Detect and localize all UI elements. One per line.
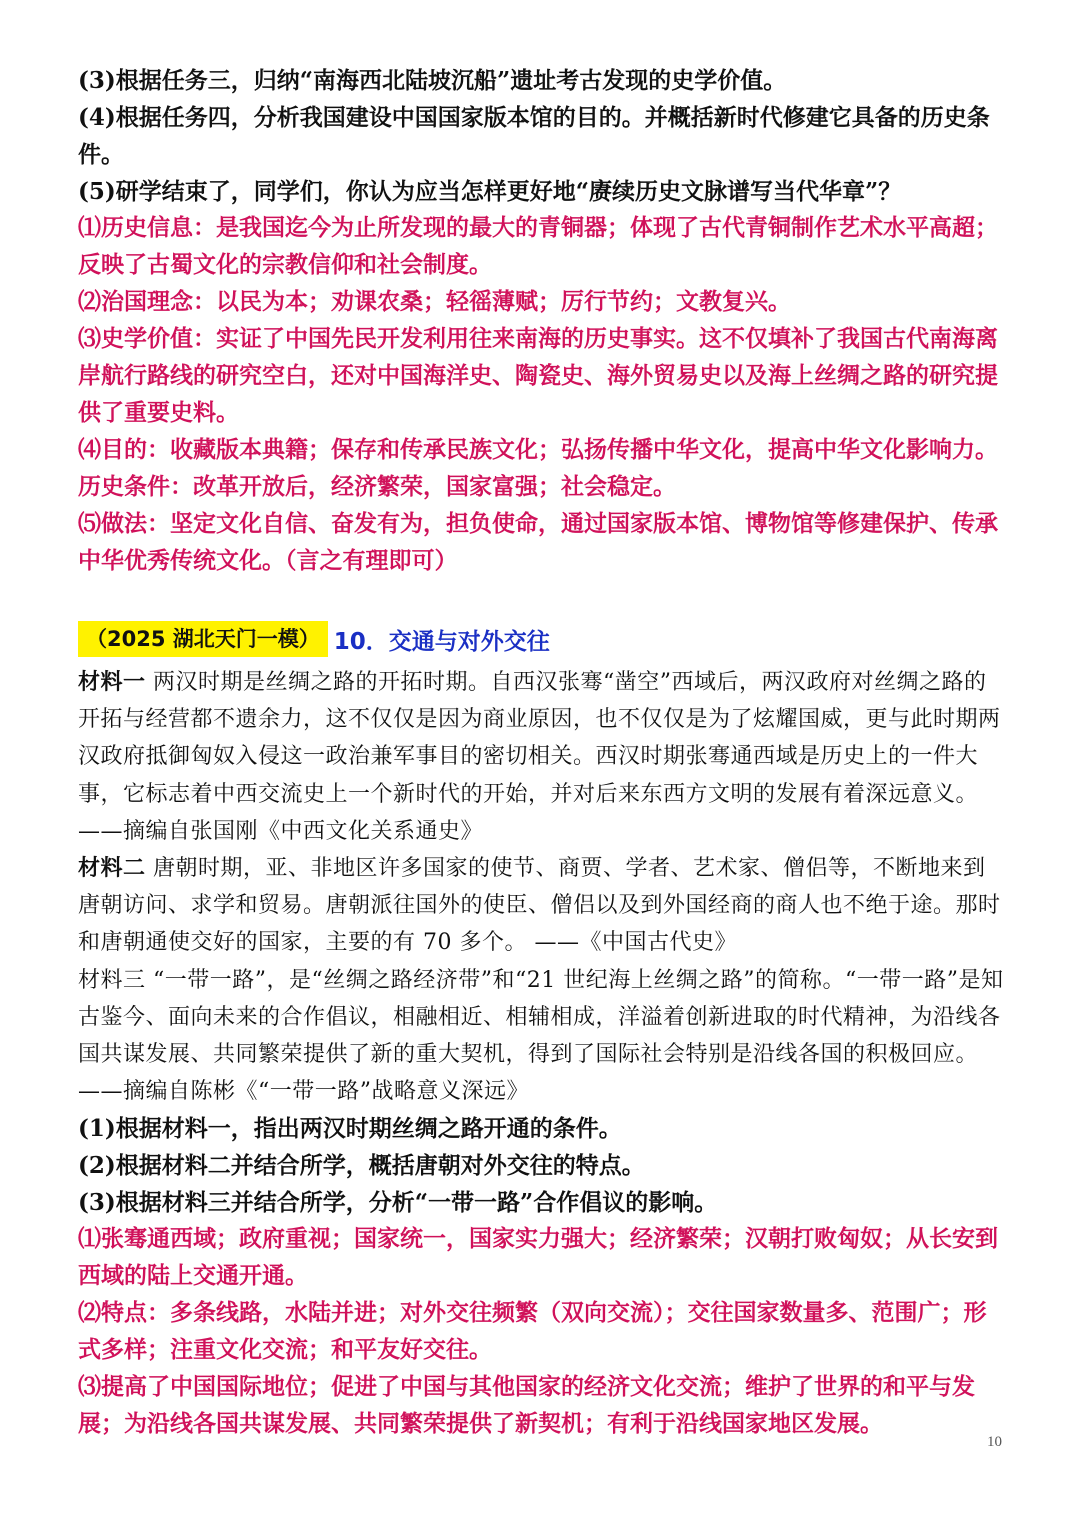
document-page — [78, 62, 1008, 1443]
material-two — [78, 850, 1008, 962]
answer-item: ⑷目的：收藏版本典籍；保存和传承民族文化；弘扬传播中华文化，提高中华文化影响力。历史条件：改革开放后，经济繁荣，国家富强；社会稳定。 — [78, 437, 998, 500]
answers — [78, 1221, 1008, 1443]
section-heading — [78, 620, 1008, 658]
answer-item: ⑴张骞通西域；政府重视；国家统一，国家实力强大；经济繁荣；汉朝打败匈奴；从长安到西域的陆上交通开通。 — [78, 1226, 998, 1290]
question-item: (5)研学结束了，同学们，你认为应当怎样更好地“赓续历史文脉谱写当代华章”？ — [78, 178, 902, 205]
answer-item: ⑵治国理念：以民为本；劝课农桑；轻徭薄赋；厉行节约；文教复兴。 — [78, 289, 791, 315]
answer-item: ⑵特点：多条线路，水陆并进；对外交往频繁（双向交流）；交往国家数量多、范围广；形式多样；注重文化交流；和平友好交往。 — [78, 1300, 987, 1364]
material-label: 材料二 — [78, 855, 146, 882]
answer-item: ⑸做法：坚定文化自信、奋发有为，担负使命，通过国家版本馆、博物馆等修建保护、传承中华优秀传统文化。（言之有理即可） — [78, 511, 998, 574]
material-text: “一带一路”，是“丝绸之路经济带”和“21 世纪海上丝绸之路”的简称。“一带一路”是知古鉴今、面向未来的合作倡议，相融相近、相辅相成，洋溢着创新进取的时代精神，为沿线各国共谋发展、共同繁荣提供了新的重大契机，得到了国际社会特别是沿线各国的积极回应。 — [78, 967, 1004, 1068]
material-three — [78, 962, 1008, 1111]
question-item: (2)根据材料二并结合所学，概括唐朝对外交往的特点。 — [78, 1152, 645, 1180]
material-one — [78, 664, 1008, 850]
question-item: (1)根据材料一，指出两汉时期丝绸之路开通的条件。 — [78, 1115, 622, 1143]
exam-source-tag: （2025 湖北天门一模） — [78, 621, 328, 657]
questions — [78, 1110, 1008, 1221]
question-item: (3)根据任务三，归纳“南海西北陆坡沉船”遗址考古发现的史学价值。 — [78, 67, 787, 94]
page-number: 10 — [987, 1434, 1002, 1450]
previous-answers — [78, 210, 1008, 580]
section-title: 10．交通与对外交往 — [333, 628, 550, 655]
material-source: ——摘编自张国刚《中西文化关系通史》 — [78, 818, 484, 844]
previous-questions — [78, 62, 1008, 210]
material-label: 材料三 — [78, 967, 146, 993]
answer-item: ⑶史学价值：实证了中国先民开发利用往来南海的历史事实。这不仅填补了我国古代南海离岸航行路线的研究空白，还对中国海洋史、陶瓷史、海外贸易史以及海上丝绸之路的研究提供了重要史料。 — [78, 326, 998, 426]
material-label: 材料一 — [78, 669, 146, 695]
material-source: ——摘编自陈彬《“一带一路”战略意义深远》 — [78, 1079, 529, 1105]
material-text: 唐朝时期，亚、非地区许多国家的使节、商贾、学者、艺术家、僧侣等，不断地来到唐朝访问、求学和贸易。唐朝派往国外的使臣、僧侣以及到外国经商的商人也不绝于途。那时和唐朝通使交好的国家，主要的有 70 多个。 — [78, 856, 1001, 956]
material-source: ——《中国古代史》 — [534, 930, 737, 956]
question-item: (3)根据材料三并结合所学，分析“一带一路”合作倡议的影响。 — [78, 1189, 718, 1217]
answer-item: ⑶提高了中国国际地位；促进了中国与其他国家的经济文化交流；维护了世界的和平与发展；为沿线各国共谋发展、共同繁荣提供了新契机；有利于沿线国家地区发展。 — [78, 1374, 975, 1438]
answer-item: ⑴历史信息：是我国迄今为止所发现的最大的青铜器；体现了古代青铜制作艺术水平高超；反映了古蜀文化的宗教信仰和社会制度。 — [78, 215, 998, 278]
material-text: 两汉时期是丝绸之路的开拓时期。自西汉张骞“凿空”西域后，两汉政府对丝绸之路的开拓与经营都不遗余力，这不仅仅是因为商业原因，也不仅仅是为了炫耀国威，更与此时期两汉政府抵御匈奴入侵这一政治兼军事目的密切相关。西汉时期张骞通西域是历史上的一件大事，它标志着中西交流史上一个新时代的开始，并对后来东西方文明的发展有着深远意义。 — [78, 670, 1001, 807]
question-item: (4)根据任务四，分析我国建设中国国家版本馆的目的。并概括新时代修建它具备的历史条件。 — [78, 104, 990, 168]
materials — [78, 664, 1008, 1110]
